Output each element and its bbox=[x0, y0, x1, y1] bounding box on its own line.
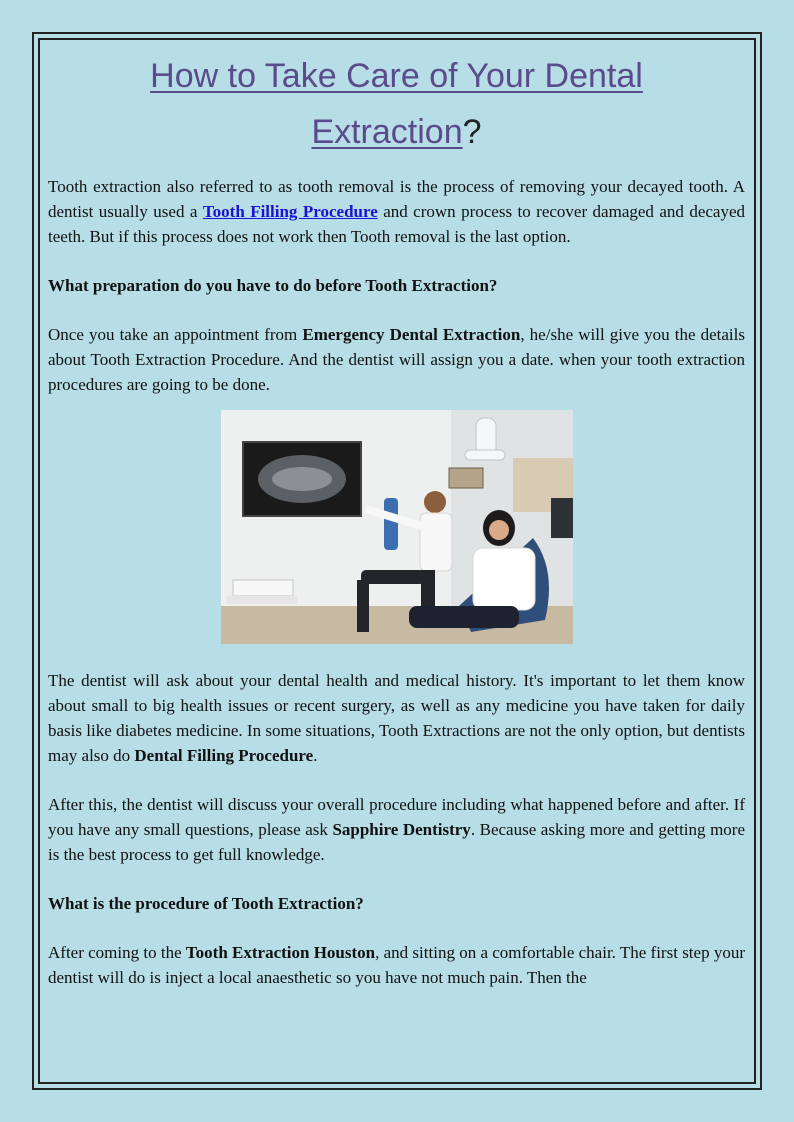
dental-filling-procedure-term: Dental Filling Procedure bbox=[134, 746, 314, 765]
title-line-2: Extraction bbox=[311, 113, 463, 151]
preparation-paragraph: Once you take an appointment from Emergency Dental Extraction, he/she will give you the details about Tooth Extraction Procedure. And the dentist will assign you a date. when your tooth extraction procedures are going to be done. bbox=[48, 325, 745, 394]
sapphire-dentistry-term: Sapphire Dentistry bbox=[332, 820, 471, 839]
medical-history-paragraph: The dentist will ask about your dental health and medical history. It's important to let them know about small to big health issues or recent surgery, as well as any medicine you have taken for daily basis like diabetes medicine. In some situations, Tooth Extractions are not the only option, but dentists may also do Dental Filling Procedure. bbox=[48, 671, 745, 765]
photo-container bbox=[48, 410, 745, 644]
procedure-paragraph: After coming to the Tooth Extraction Houston, and sitting on a comfortable chair. The first step your dentist will do is inject a local anaesthetic so you have not much pain. Then the bbox=[48, 943, 745, 987]
emergency-dental-extraction-term: Emergency Dental Extraction bbox=[302, 325, 521, 344]
title-question-mark: ? bbox=[462, 113, 482, 151]
tooth-filling-procedure-link[interactable]: Tooth Filling Procedure bbox=[202, 202, 378, 221]
document-body bbox=[48, 48, 745, 990]
section-heading-preparation: What preparation do you have to do before Tooth Extraction? bbox=[48, 276, 498, 295]
title-line-1: How to Take Care of Your Dental bbox=[150, 57, 643, 95]
page-title bbox=[48, 48, 745, 160]
dentist-patient-photo bbox=[221, 410, 573, 644]
procedure-discussion-paragraph: After this, the dentist will discuss your overall procedure including what happened before and after. If you have any small questions, please ask Sapphire Dentistry. Because asking more and getting more is the best process to get full knowledge. bbox=[48, 795, 746, 864]
intro-paragraph: Tooth extraction also referred to as tooth removal is the process of removing your decayed tooth. A dentist usually used a Tooth Filling Procedure and crown process to recover damaged and decayed teeth. But if this process does not work then Tooth removal is the last option. bbox=[48, 177, 745, 246]
section-heading-procedure: What is the procedure of Tooth Extraction? bbox=[48, 894, 364, 913]
tooth-extraction-houston-term: Tooth Extraction Houston bbox=[185, 943, 376, 962]
